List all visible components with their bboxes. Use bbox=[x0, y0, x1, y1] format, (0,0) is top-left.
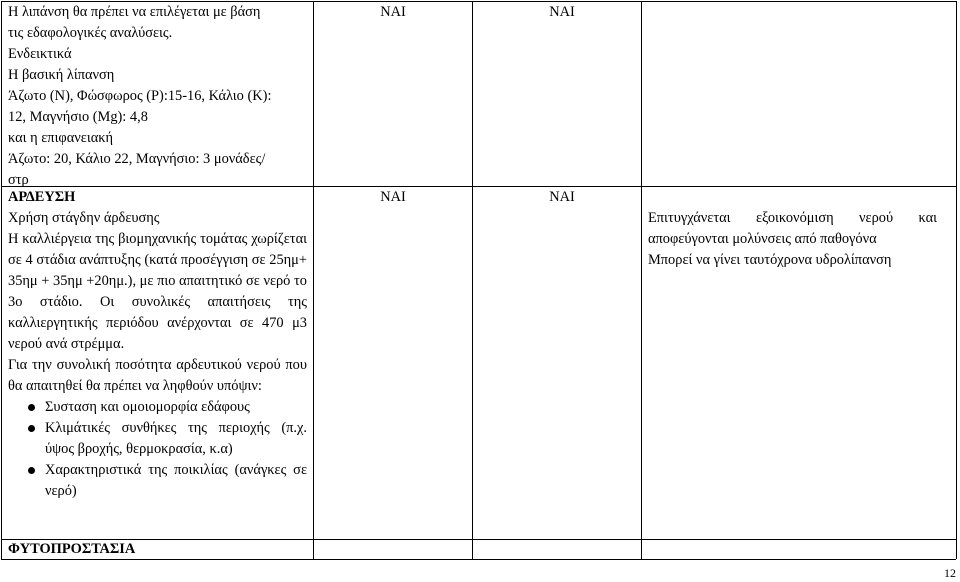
text-line: Ενδεικτικά bbox=[8, 46, 72, 62]
bullet-list bbox=[8, 397, 307, 502]
section-heading: ΑΡΔΕΥΣΗ bbox=[8, 189, 76, 205]
list-item bbox=[8, 460, 307, 502]
row2-col3-value: ΝΑΙ bbox=[549, 189, 575, 205]
row2-col2-value: ΝΑΙ bbox=[380, 189, 406, 205]
page-number: 12 bbox=[944, 566, 956, 580]
text-line: Χρήση στάγδην άρδευσης bbox=[8, 210, 160, 226]
list-item bbox=[8, 397, 307, 418]
bullet-icon bbox=[28, 425, 35, 432]
text-line: Η βασική λίπανση bbox=[8, 67, 115, 83]
column-divider bbox=[1, 1, 2, 559]
row1-col2-value: ΝΑΙ bbox=[380, 4, 406, 20]
fertilization-cell bbox=[8, 2, 307, 191]
text-line: αποφεύγονται μολύνσεις από παθογόνα bbox=[648, 231, 877, 247]
list-item-text: Συσταση και ομοιομορφία εδάφους bbox=[45, 399, 250, 415]
bullet-icon bbox=[28, 404, 35, 411]
paragraph: Για την συνολική ποσότητα αρδευτικού νερού που θα απαιτηθεί θα πρέπει να ληφθούν υπόψιν: bbox=[8, 357, 307, 394]
text-line: Επιτυγχάνεται εξοικονόμιση νερού και bbox=[648, 210, 937, 226]
bullet-icon bbox=[28, 467, 35, 474]
paragraph: Η καλλιέργεια της βιομηχανικής τομάτας χωρίζεται σε 4 στάδια ανάπτυξης (κατά προσέγγιση σε 25ημ+ 35ημ + 35ημ +20ημ.), με πιο απαιτητικό σε νερό το 3ο στάδιο. Οι συνολικές απαιτήσεις της καλλιεργητικής περιόδου ανέρχονται σε 470 μ3 νερού ανά στρέμμα. bbox=[8, 231, 307, 352]
text-line: 12, Μαγνήσιο (Mg): 4,8 bbox=[8, 109, 148, 125]
column-divider bbox=[472, 1, 473, 559]
text-line: τις εδαφολογικές αναλύσεις. bbox=[8, 25, 173, 41]
text-line: Άζωτο: 20, Κάλιο 22, Μαγνήσιο: 3 μονάδες/ bbox=[8, 151, 266, 167]
section-heading: ΦΥΤΟΠΡΟΣΤΑΣΙΑ bbox=[8, 541, 136, 557]
irrigation-cell bbox=[8, 187, 307, 502]
column-divider bbox=[641, 1, 642, 559]
plant-protection-cell bbox=[8, 540, 307, 559]
table-bottom-border bbox=[1, 559, 956, 560]
column-divider bbox=[956, 1, 957, 559]
list-item bbox=[8, 418, 307, 460]
text-line: στρ bbox=[8, 172, 29, 188]
list-item-text: Κλιμάτικές συνθήκες της περιοχής (π.χ. ύψος βροχής, θερμοκρασία, κ.α) bbox=[45, 420, 307, 457]
row1-col3-value: ΝΑΙ bbox=[549, 4, 575, 20]
list-item-text: Χαρακτηριστικά της ποικιλίας (ανάγκες σε νερό) bbox=[45, 462, 307, 499]
text-line: και η επιφανειακή bbox=[8, 130, 114, 146]
column-divider bbox=[313, 1, 314, 559]
text-line: Μπορεί να γίνει ταυτόχρονα υδρολίπανση bbox=[648, 252, 892, 268]
irrigation-benefits-cell bbox=[648, 208, 937, 271]
text-line: Η λιπάνση θα πρέπει να επιλέγεται με βάση bbox=[8, 4, 261, 20]
text-line: Άζωτο (N), Φώσφωρος (P):15-16, Κάλιο (K): bbox=[8, 88, 272, 104]
